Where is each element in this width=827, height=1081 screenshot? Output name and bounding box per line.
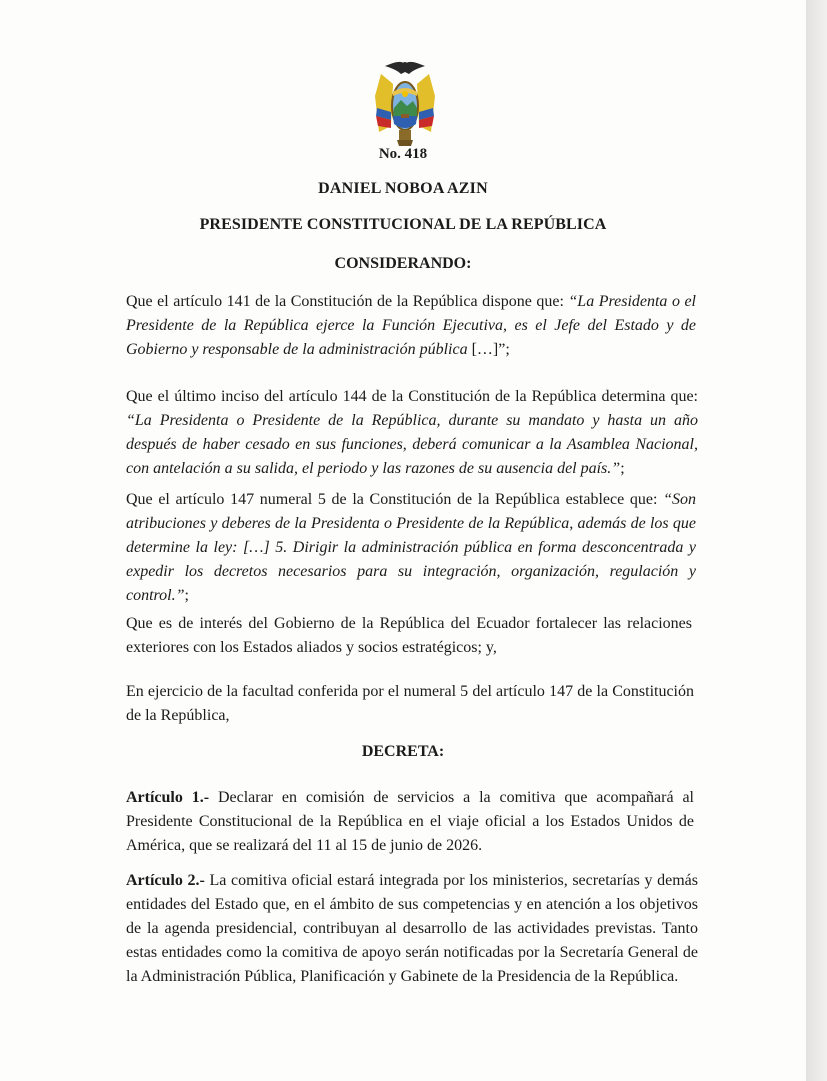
article-text: Declarar en comisión de servicios a la comitiva que acompañará al Presidente Constitucional de la República en el viaje oficial a los Estados Unidos de América, que se realizará del 11 al 15 de junio de 2026. (126, 789, 694, 854)
background-edge (806, 0, 827, 1081)
decreta-heading: DECRETA: (361, 743, 445, 760)
considerando-tail: ; (620, 460, 625, 477)
considerando-quote: “La Presidenta o Presidente de la República, durante su mandato y hasta un año después de haber cesado en sus funciones, deberá comunicar a la Asamblea Nacional, con antelación a su salida, el periodo y las razones de su ausencia del país.” (126, 412, 698, 477)
considerando-quote: “Son atribuciones y deberes de la Presidenta o Presidente de la República, además de los que determine la ley: […] 5. Dirigir la administración pública en forma desconcentrada y expedir los decretos necesarios para su integración, organización, regulación y control.” (126, 491, 696, 604)
considerando-paragraph (126, 385, 698, 481)
president-office: PRESIDENTE CONSTITUCIONAL DE LA REPÚBLICA (199, 216, 607, 233)
president-name: DANIEL NOBOA AZIN (318, 180, 488, 197)
considering-heading: CONSIDERANDO: (334, 255, 472, 272)
considerando-paragraph: Que es de interés del Gobierno de la República del Ecuador fortalecer las relaciones exteriores con los Estados aliados y socios estratégicos; y, (126, 615, 692, 656)
considerando-paragraph (126, 290, 696, 362)
considerando-quote: “La Presidenta o el Presidente de la República ejerce la Función Ejecutiva, es el Jefe del Estado y de Gobierno y responsable de la administración pública (126, 293, 696, 358)
considerando-paragraph (126, 488, 696, 608)
considerando-text: Que el último inciso del artículo 144 de la Constitución de la República determina que: (126, 388, 698, 405)
decree-number: No. 418 (378, 146, 428, 162)
considerando-tail: […]”; (467, 341, 510, 358)
article-paragraph (126, 869, 698, 989)
article-title: Artículo 2.- (126, 872, 205, 889)
considerando-text: Que el artículo 147 numeral 5 de la Constitución de la República establece que: (126, 491, 664, 508)
ecuador-coat-of-arms-icon (371, 56, 439, 148)
considerando-paragraph: En ejercicio de la facultad conferida por el numeral 5 del artículo 147 de la Constitución de la República, (126, 683, 694, 724)
article-text: La comitiva oficial estará integrada por los ministerios, secretarías y demás entidades del Estado que, en el ámbito de sus competencias y en atención a los objetivos de la agenda presidencial, contribuyan al desarrollo de las actividades previstas. Tanto estas entidades como la comitiva de apoyo serán notificadas por la Secretaría General de la Administración Pública, Planificación y Gabinete de la Presidencia de la República. (126, 872, 699, 985)
article-title: Artículo 1.- (126, 789, 210, 806)
article-paragraph (126, 786, 694, 858)
considerando-text: Que el artículo 141 de la Constitución de la República dispone que: (126, 293, 569, 310)
considerando-tail: ; (184, 587, 189, 604)
